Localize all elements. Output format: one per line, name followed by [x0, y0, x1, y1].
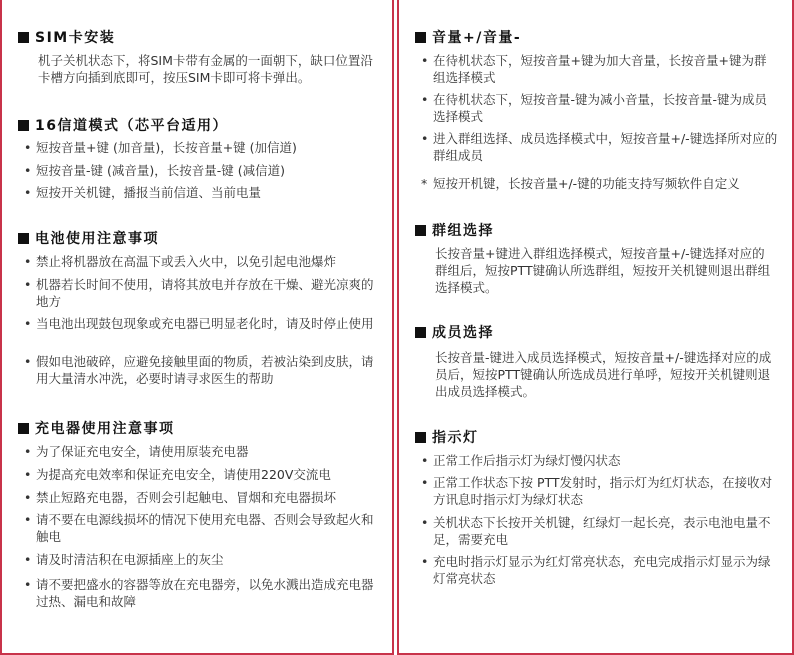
heading-square-icon [18, 233, 29, 244]
bullet-icon: • [24, 467, 32, 482]
list-item: • 短按音量-键 (减音量)，长按音量-键 (减信道) [24, 163, 285, 178]
volume-heading: 音量+/音量- [415, 27, 521, 47]
group-paragraph: 长按音量+键进入群组选择模式，短按音量+/-键选择对应的群组后，短按PTT键确认所选群组，短按开关机键则退出群组选择模式。 [435, 246, 771, 295]
heading-square-icon [415, 225, 426, 236]
sim-paragraph: 机子关机状态下，将SIM卡带有金属的一面朝下，缺口位置沿卡槽方向插到底即可，按压SIM卡即可将卡弹出。 [38, 53, 373, 85]
list-item: • 正常工作状态下按 PTT发射时，指示灯为红灯状态，在接收对方讯息时指示灯为绿灯状态 [421, 475, 773, 507]
bullet-icon: • [24, 490, 32, 505]
bullet-icon: • [24, 163, 32, 178]
list-item: • 禁止将机器放在高温下或丢入火中，以免引起电池爆炸 [24, 254, 337, 269]
heading-square-icon [18, 423, 29, 434]
list-item: • 请不要把盛水的容器等放在充电器旁，以免水溅出造成充电器过热、漏电和故障 [24, 577, 374, 609]
bullet-icon: • [421, 53, 429, 68]
list-item: * 短按开机键，长按音量+/-键的功能支持写频软件自定义 [421, 176, 740, 191]
list-item: • 短按音量+键 (加音量)，长按音量+键 (加信道) [24, 140, 297, 155]
member-heading: 成员选择 [415, 322, 494, 342]
bullet-icon: • [421, 475, 429, 490]
heading-square-icon [18, 120, 29, 131]
indicator-heading: 指示灯 [415, 427, 479, 447]
bullet-icon: • [24, 277, 32, 292]
bullet-icon: • [421, 453, 429, 468]
star-icon: * [421, 176, 428, 191]
list-item: • 进入群组选择、成员选择模式中，短按音量+/-键选择所对应的群组成员 [421, 131, 778, 163]
charger-heading: 充电器使用注意事项 [18, 418, 175, 438]
bullet-icon: • [24, 512, 32, 527]
bullet-icon: • [24, 185, 32, 200]
list-item: • 请不要在电源线损坏的情况下使用充电器、否则会导致起火和触电 [24, 512, 374, 544]
bullet-icon: • [24, 577, 32, 592]
bullet-icon: • [24, 254, 32, 269]
heading-square-icon [415, 32, 426, 43]
list-item: • 请及时清洁积在电源插座上的灰尘 [24, 552, 224, 567]
left-column [0, 0, 394, 655]
channel16-heading: 16信道模式（芯平台适用） [18, 115, 228, 135]
list-item: • 在待机状态下，短按音量+键为加大音量，长按音量+键为群组选择模式 [421, 53, 767, 85]
list-item: • 为了保证充电安全，请使用原装充电器 [24, 444, 249, 459]
heading-square-icon [18, 32, 29, 43]
list-item: • 正常工作后指示灯为绿灯慢闪状态 [421, 453, 621, 468]
bullet-icon: • [24, 444, 32, 459]
bullet-icon: • [421, 554, 429, 569]
list-item: • 在待机状态下，短按音量-键为减小音量，长按音量-键为成员选择模式 [421, 92, 768, 124]
bullet-icon: • [24, 316, 32, 331]
sim-heading: SIM卡安装 [18, 27, 115, 47]
bullet-icon: • [24, 354, 32, 369]
list-item: • 关机状态下长按开关机键，红绿灯一起长亮，表示电池电量不足，需要充电 [421, 515, 771, 547]
heading-square-icon [415, 327, 426, 338]
bullet-icon: • [421, 131, 429, 146]
list-item: • 禁止短路充电器，否则会引起触电、冒烟和充电器损坏 [24, 490, 337, 505]
member-paragraph: 长按音量-键进入成员选择模式，短按音量+/-键选择对应的成员后，短按PTT键确认所选成员进行单呼，短按开关机键则退出成员选择模式。 [435, 350, 772, 399]
list-item: • 充电时指示灯显示为红灯常亮状态，充电完成指示灯显示为绿灯常亮状态 [421, 554, 771, 586]
right-column [397, 0, 794, 655]
bullet-icon: • [24, 552, 32, 567]
list-item: • 为提高充电效率和保证充电安全，请使用220V交流电 [24, 467, 331, 482]
list-item: • 假如电池破碎，应避免接触里面的物质，若被沾染到皮肤，请用大量清水冲洗，必要时请寻求医生的帮助 [24, 354, 374, 386]
group-heading: 群组选择 [415, 220, 494, 240]
heading-square-icon [415, 432, 426, 443]
battery-heading: 电池使用注意事项 [18, 228, 159, 248]
bullet-icon: • [421, 92, 429, 107]
bullet-icon: • [24, 140, 32, 155]
list-item: • 机器若长时间不使用，请将其放电并存放在干燥、避光凉爽的地方 [24, 277, 374, 309]
list-item: • 短按开关机键，播报当前信道、当前电量 [24, 185, 262, 200]
bullet-icon: • [421, 515, 429, 530]
list-item: • 当电池出现鼓包现象或充电器已明显老化时，请及时停止使用 [24, 316, 374, 331]
